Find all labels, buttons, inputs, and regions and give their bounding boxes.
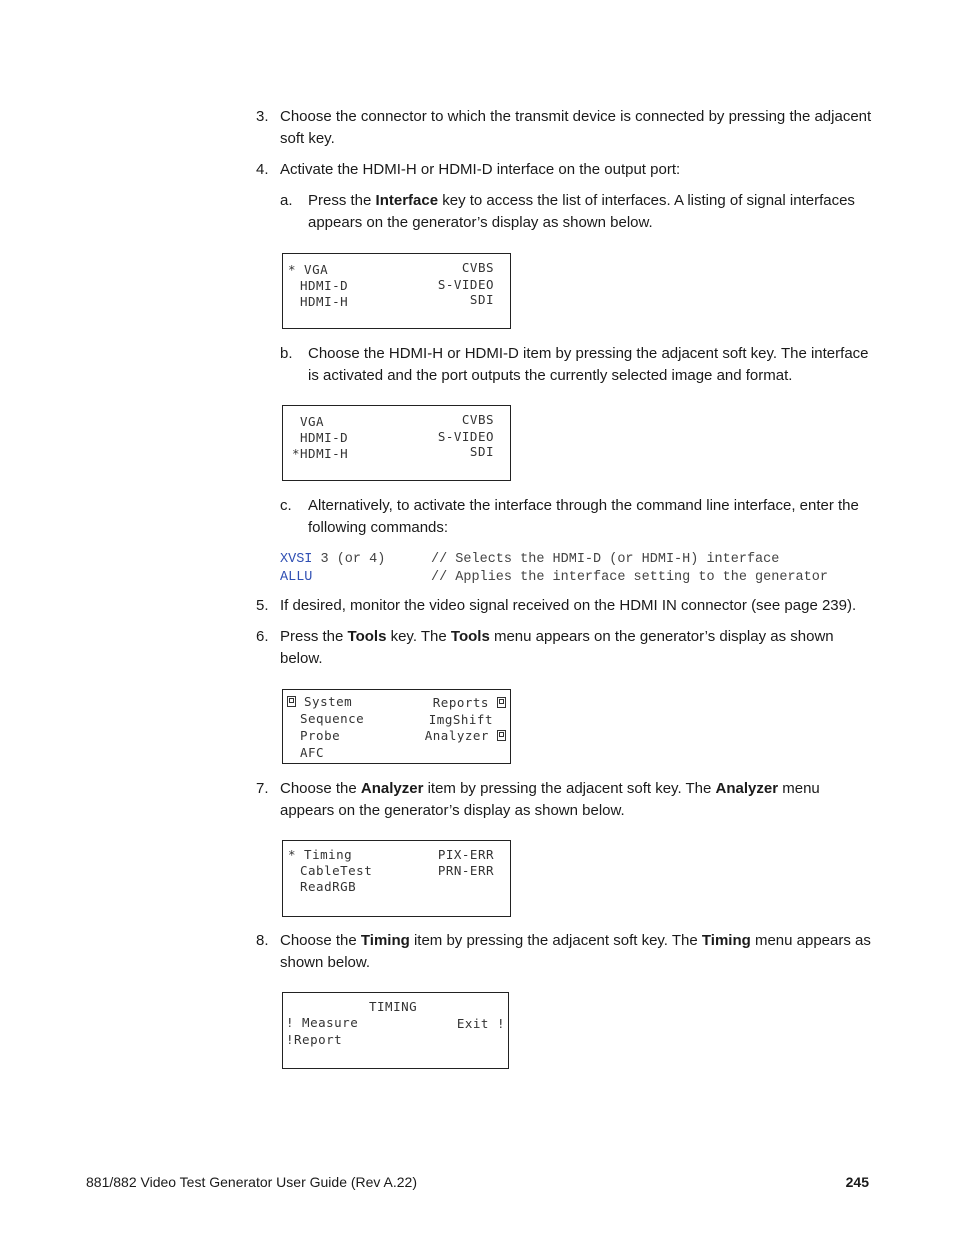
step-number: 5.: [256, 597, 269, 614]
lcd-item-s-video: S-VIDEO: [437, 429, 494, 444]
lcd-tools-menu: [282, 689, 511, 764]
lcd-item-report: !Report: [286, 1032, 343, 1047]
lcd-item-hdmi-h: HDMI-H: [300, 294, 349, 309]
lcd-item-measure: ! Measure: [286, 1015, 359, 1030]
lcd-item-vga: * VGA: [288, 262, 329, 277]
interface-key-label: Interface: [375, 192, 439, 209]
step-text: Choose the Analyzer item by pressing the adjacent soft key. The Analyzer menu appears on the generator’s display as shown below.: [280, 780, 820, 819]
lcd-item-probe: Probe: [300, 728, 341, 743]
step-text: Choose the connector to which the transmit device is connected by pressing the adjacent soft key.: [280, 108, 872, 147]
substep-text: Choose the HDMI-H or HDMI-D item by pressing the adjacent soft key. The interface is activated and the port outputs the currently selected image and format.: [308, 345, 869, 384]
lcd-item-hdmi-d: HDMI-D: [300, 430, 349, 445]
step-number: 8.: [256, 932, 269, 949]
lcd-timing-menu: [282, 992, 509, 1069]
lcd-item-vga: VGA: [300, 414, 325, 429]
step-text: Press the Tools key. The Tools menu appears on the generator’s display as shown below.: [280, 628, 834, 667]
lcd-title-timing: TIMING: [369, 999, 418, 1014]
footer-page-number: 245: [845, 1174, 869, 1190]
lcd-item-reports: Reports: [433, 695, 506, 711]
lcd-item-cabletest: CableTest: [300, 863, 373, 878]
lcd-item-imgshift: ImgShift: [428, 712, 493, 727]
code-comment-xvsi: // Selects the HDMI-D (or HDMI-H) interface: [431, 552, 780, 567]
lcd-item-prn-err: PRN-ERR: [437, 863, 494, 878]
step-number: 7.: [256, 780, 269, 797]
lcd-interface-list: [282, 253, 511, 329]
substep-text: Alternatively, to activate the interface through the command line interface, enter the following commands:: [308, 497, 859, 536]
lcd-item-exit: Exit !: [456, 1016, 505, 1031]
step-number: 4.: [256, 161, 269, 178]
lcd-analyzer-menu: [282, 840, 511, 917]
step-text: Activate the HDMI-H or HDMI-D interface on the output port:: [280, 161, 681, 178]
lcd-item-hdmi-h: *HDMI-H: [292, 446, 349, 461]
lcd-item-sequence: Sequence: [300, 711, 365, 726]
lcd-item-sdi: SDI: [469, 444, 494, 459]
lcd-item-system: System: [287, 694, 352, 710]
lcd-item-readrgb: ReadRGB: [300, 879, 357, 894]
substep-text: Press the Interface key to access the list of interfaces. A listing of signal interfaces appears on the generator’s display as shown below.: [308, 192, 855, 231]
substep-letter: c.: [280, 497, 292, 514]
lcd-item-afc: AFC: [300, 745, 325, 760]
step-number: 3.: [256, 108, 269, 125]
step-text: Choose the Timing item by pressing the adjacent soft key. The Timing menu appears as shown below.: [280, 932, 871, 971]
footer-guide-title: 881/882 Video Test Generator User Guide (Rev A.22): [86, 1174, 418, 1190]
code-comment-allu: // Applies the interface setting to the generator: [431, 570, 828, 585]
submenu-icon: [497, 697, 506, 708]
lcd-item-cvbs: CVBS: [461, 412, 494, 427]
step-number: 6.: [256, 628, 269, 645]
lcd-item-s-video: S-VIDEO: [437, 277, 494, 292]
submenu-icon: [497, 730, 506, 741]
step-text: If desired, monitor the video signal received on the HDMI IN connector (see page 239).: [280, 597, 857, 614]
lcd-item-pix-err: PIX-ERR: [437, 847, 494, 862]
lcd-item-sdi: SDI: [469, 292, 494, 307]
command-xvsi: XVSI: [280, 552, 313, 567]
code-line-xvsi: [280, 551, 385, 569]
submenu-icon: [287, 696, 296, 707]
lcd-interface-selected: [282, 405, 511, 481]
command-allu: ALLU: [280, 570, 313, 585]
lcd-item-timing: * Timing: [288, 847, 353, 862]
command-args: 3 (or 4): [312, 552, 386, 567]
code-line-allu: [280, 569, 312, 587]
lcd-item-cvbs: CVBS: [461, 260, 494, 275]
lcd-item-analyzer: Analyzer: [425, 728, 506, 744]
lcd-item-hdmi-d: HDMI-D: [300, 278, 349, 293]
substep-letter: b.: [280, 345, 293, 362]
substep-letter: a.: [280, 192, 293, 209]
